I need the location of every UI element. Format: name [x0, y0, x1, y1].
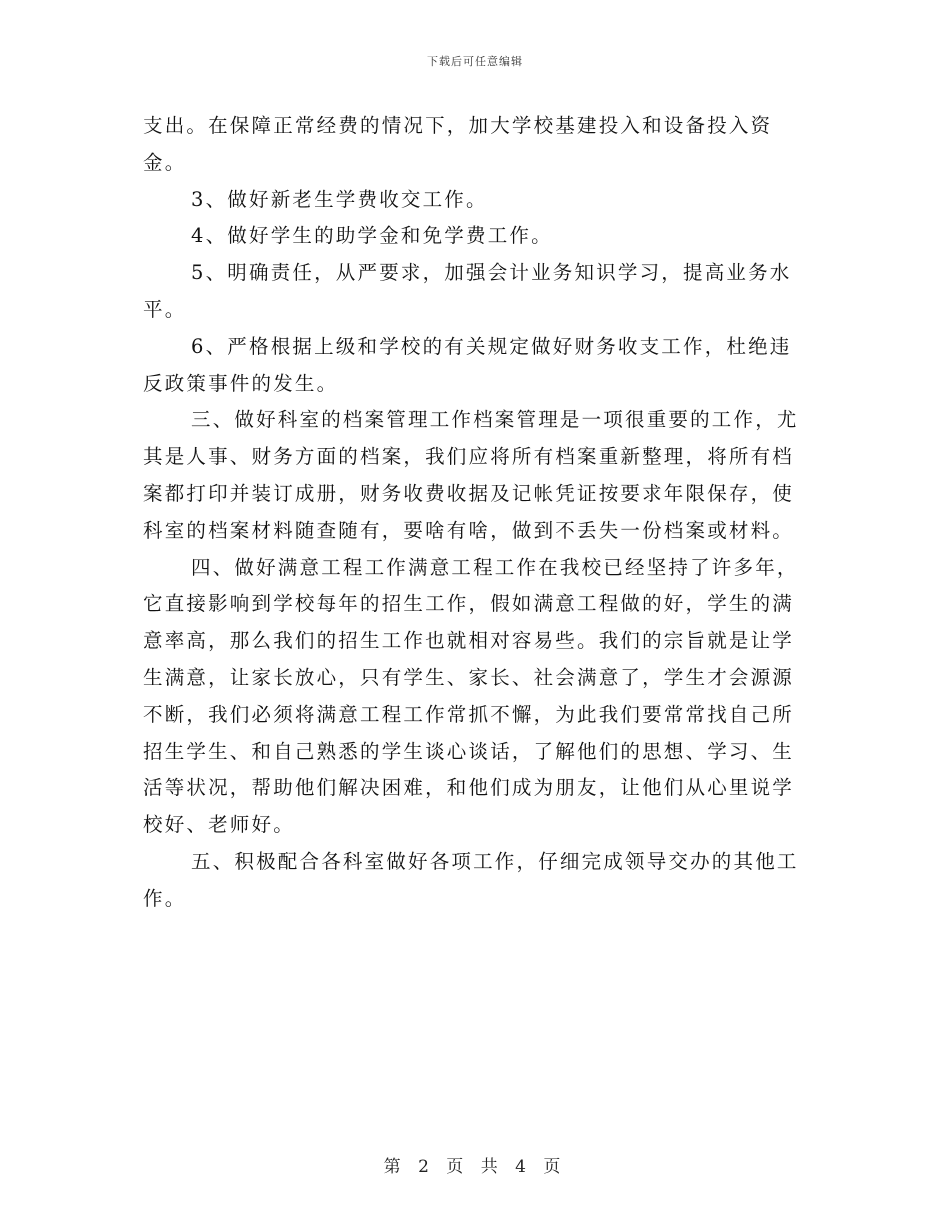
paragraph-section-3: 三、做好科室的档案管理工作档案管理是一项很重要的工作，尤其是人事、财务方面的档案，我们应将所有档案重新整理，将所有档案都打印并装订成册，财务收费收据及记帐凭证按要求年限保存，使科室的档案材料随查随有，要啥有啥，做到不丢失一份档案或材料。	[143, 408, 799, 542]
document-body	[143, 108, 808, 918]
paragraph-continuation: 支出。在保障正常经费的情况下，加大学校基建投入和设备投入资金。	[143, 114, 773, 174]
paragraph-item-4: 4、做好学生的助学金和免学费工作。	[191, 224, 553, 248]
paragraph-section-5: 五、积极配合各科室做好各项工作，仔细完成领导交办的其他工作。	[143, 849, 799, 910]
paragraph-item-6: 6、严格根据上级和学校的有关规定做好财务收支工作，杜绝违反政策事件的发生。	[143, 334, 792, 395]
paragraph-item-3: 3、做好新老生学费收交工作。	[191, 187, 488, 211]
paragraph-section-4: 四、做好满意工程工作满意工程工作在我校已经坚持了许多年，它直接影响到学校每年的招生工作，假如满意工程做的好，学生的满意率高，那么我们的招生工作也就相对容易些。我们的宗旨就是让学生满意，让家长放心，只有学生、家长、社会满意了，学生才会源源不断，我们必须将满意工程工作常抓不懈，为此我们要常常找自己所招生学生、和自己熟悉的学生谈心谈话，了解他们的思想、学习、生活等状况，帮助他们解决困难，和他们成为朋友，让他们从心里说学校好、老师好。	[143, 555, 799, 837]
page-header: 下载后可任意编辑	[427, 55, 523, 68]
paragraph-item-5: 5、明确责任，从严要求，加强会计业务知识学习，提高业务水平。	[143, 261, 792, 321]
page-number-footer: 第 2 页 共 4 页	[383, 1157, 567, 1177]
